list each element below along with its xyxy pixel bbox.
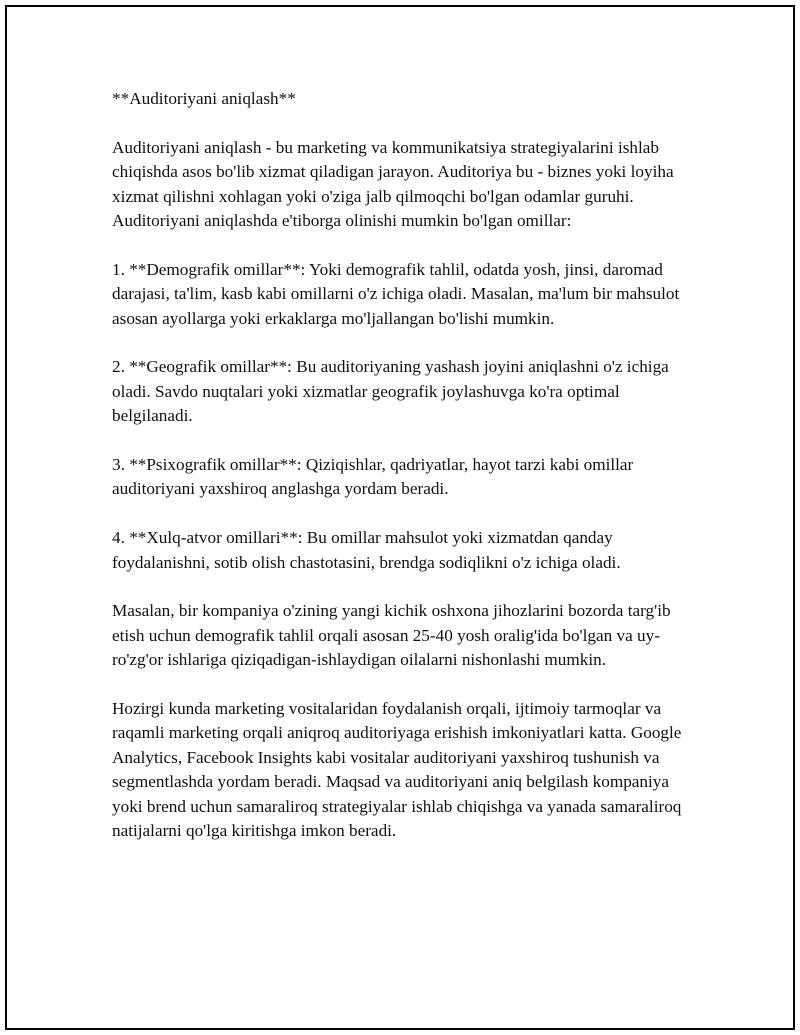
list-item-geographic: 2. **Geografik omillar**: Bu auditoriyaning yashash joyini aniqlashni o'z ichiga oladi. Savdo nuqtalari yoki xizmatlar geografik joylashuvga ko'ra optimal belgilanadi. — [112, 357, 669, 426]
list-item-demographic: 1. **Demografik omillar**: Yoki demografik tahlil, odatda yosh, jinsi, daromad darajasi, ta'lim, kasb kabi omillarni o'z ichiga oladi. Masalan, ma'lum bir mahsulot asosan ayollarga yoki erkaklarga mo'ljallangan bo'lishi mumkin. — [112, 259, 680, 328]
list-item-psychographic: 3. **Psixografik omillar**: Qiziqishlar, qadriyatlar, hayot tarzi kabi omillar auditoriyani yaxshiroq anglashga yordam beradi. — [112, 455, 634, 499]
document-title: **Auditoriyani aniqlash** — [112, 89, 296, 108]
example-paragraph: Masalan, bir kompaniya o'zining yangi kichik oshxona jihozlarini bozorda targ'ib etish uchun demografik tahlil orqali asosan 25-40 yosh oralig'ida bo'lgan va uy-ro'zg'or ishlariga qiziqadigan-ishlaydigan oilalarni nishonlashi mumkin. — [112, 601, 671, 670]
document-body — [112, 87, 702, 868]
conclusion-paragraph: Hozirgi kunda marketing vositalaridan foydalanish orqali, ijtimoiy tarmoqlar va raqamli marketing orqali aniqroq auditoriyaga erishish imkoniyatlari katta. Google Analytics, Facebook Insights kabi vositalar auditoriyani yaxshiroq tushunish va segmentlashda yordam beradi. Maqsad va auditoriyani aniq belgilash kompaniya yoki brend uchun samaraliroq strategiyalar ishlab chiqishga va yanada samaraliroq natijalarni qo'lga kiritishga imkon beradi. — [112, 699, 682, 841]
list-item-behavioral: 4. **Xulq-atvor omillari**: Bu omillar mahsulot yoki xizmatdan qanday foydalanishni, sotib olish chastotasini, brendga sodiqlikni o'z ichiga oladi. — [112, 528, 621, 572]
intro-paragraph: Auditoriyani aniqlash - bu marketing va kommunikatsiya strategiyalarini ishlab chiqishda asos bo'lib xizmat qiladigan jarayon. Auditoriya bu - biznes yoki loyiha xizmat qilishni xohlagan yoki o'ziga jalb qilmoqchi bo'lgan odamlar guruhi. Auditoriyani aniqlashda e'tiborga olinishi mumkin bo'lgan omillar: — [112, 137, 674, 231]
